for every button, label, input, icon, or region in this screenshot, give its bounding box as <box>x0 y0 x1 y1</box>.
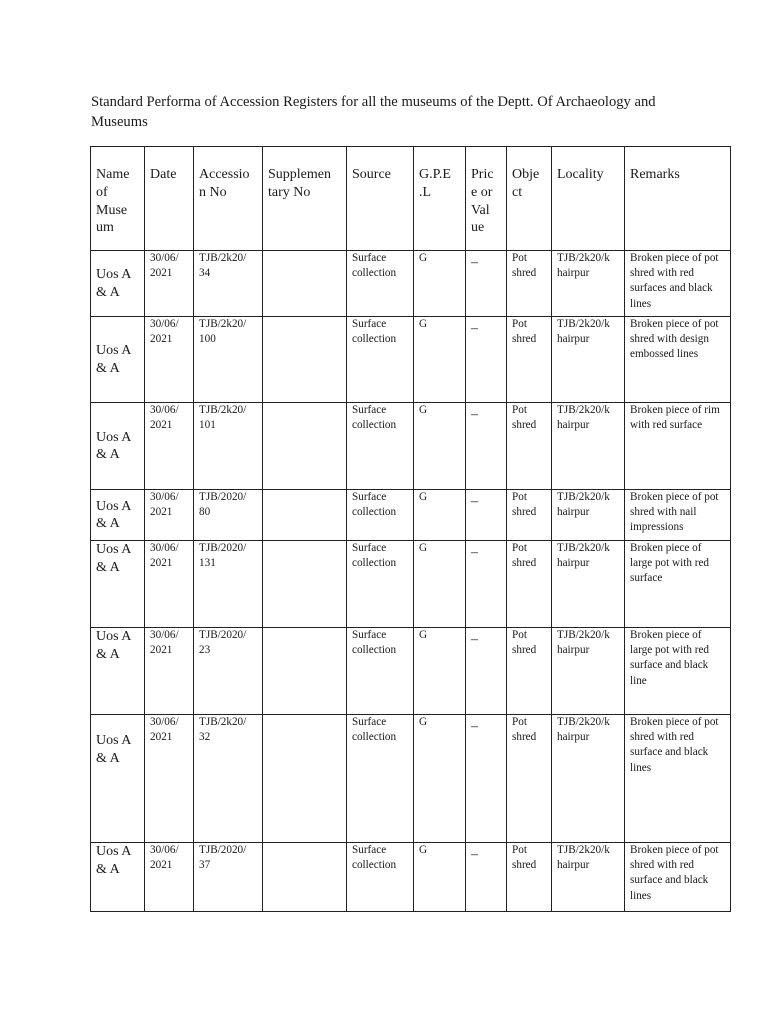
header-accession-no: Accessio n No <box>194 147 263 251</box>
cell-museum: Uos A & A <box>91 403 145 490</box>
cell-date: 30/06/ 2021 <box>145 715 194 843</box>
cell-source: Surface collection <box>347 403 414 490</box>
cell-object: Pot shred <box>507 541 552 628</box>
table-row <box>91 403 731 490</box>
table-row <box>91 317 731 403</box>
cell-date: 30/06/ 2021 <box>145 490 194 541</box>
table-row <box>91 490 731 541</box>
cell-price: – <box>466 843 507 912</box>
cell-accession-no: TJB/2k20/ 34 <box>194 251 263 317</box>
cell-museum: Uos A & A <box>91 251 145 317</box>
cell-remarks: Broken piece of pot shred with red surface and black lines <box>625 715 731 843</box>
header-date: Date <box>145 147 194 251</box>
cell-accession-no: TJB/2020/ 131 <box>194 541 263 628</box>
table-row <box>91 715 731 843</box>
cell-locality: TJB/2k20/k hairpur <box>552 251 625 317</box>
cell-locality: TJB/2k20/k hairpur <box>552 843 625 912</box>
header-name-of-museum: Name of Muse um <box>91 147 145 251</box>
cell-gpel: G <box>414 490 466 541</box>
cell-remarks: Broken piece of rim with red surface <box>625 403 731 490</box>
cell-price: – <box>466 403 507 490</box>
cell-date: 30/06/ 2021 <box>145 403 194 490</box>
cell-supplementary-no <box>263 541 347 628</box>
cell-price: – <box>466 490 507 541</box>
cell-remarks: Broken piece of large pot with red surface and black line <box>625 628 731 715</box>
cell-accession-no: TJB/2020/ 23 <box>194 628 263 715</box>
cell-object: Pot shred <box>507 317 552 403</box>
cell-gpel: G <box>414 403 466 490</box>
cell-gpel: G <box>414 251 466 317</box>
cell-object: Pot shred <box>507 843 552 912</box>
table-row <box>91 541 731 628</box>
cell-price: – <box>466 317 507 403</box>
cell-museum: Uos A & A <box>91 628 145 715</box>
header-remarks: Remarks <box>625 147 731 251</box>
cell-source: Surface collection <box>347 541 414 628</box>
header-row <box>91 147 731 251</box>
cell-locality: TJB/2k20/k hairpur <box>552 317 625 403</box>
cell-gpel: G <box>414 541 466 628</box>
cell-accession-no: TJB/2k20/ 101 <box>194 403 263 490</box>
cell-object: Pot shred <box>507 403 552 490</box>
document-heading: Standard Performa of Accession Registers for all the museums of the Deptt. Of Archaeology and Museums <box>91 94 656 130</box>
cell-price: – <box>466 628 507 715</box>
cell-locality: TJB/2k20/k hairpur <box>552 715 625 843</box>
cell-date: 30/06/ 2021 <box>145 628 194 715</box>
cell-gpel: G <box>414 715 466 843</box>
cell-price: – <box>466 251 507 317</box>
cell-accession-no: TJB/2k20/ 100 <box>194 317 263 403</box>
cell-object: Pot shred <box>507 251 552 317</box>
cell-museum: Uos A & A <box>91 541 145 628</box>
cell-supplementary-no <box>263 317 347 403</box>
cell-date: 30/06/ 2021 <box>145 843 194 912</box>
header-object: Obje ct <box>507 147 552 251</box>
table-row <box>91 251 731 317</box>
cell-locality: TJB/2k20/k hairpur <box>552 403 625 490</box>
cell-accession-no: TJB/2020/ 37 <box>194 843 263 912</box>
cell-gpel: G <box>414 843 466 912</box>
table-row <box>91 843 731 912</box>
cell-museum: Uos A & A <box>91 715 145 843</box>
cell-date: 30/06/ 2021 <box>145 251 194 317</box>
cell-remarks: Broken piece of pot shred with nail impressions <box>625 490 731 541</box>
cell-supplementary-no <box>263 403 347 490</box>
cell-gpel: G <box>414 628 466 715</box>
cell-accession-no: TJB/2k20/ 32 <box>194 715 263 843</box>
header-price-or-value: Pric e or Val ue <box>466 147 507 251</box>
cell-source: Surface collection <box>347 490 414 541</box>
cell-source: Surface collection <box>347 715 414 843</box>
cell-supplementary-no <box>263 628 347 715</box>
header-supplementary-no: Supplemen tary No <box>263 147 347 251</box>
cell-remarks: Broken piece of large pot with red surface <box>625 541 731 628</box>
cell-remarks: Broken piece of pot shred with red surface and black lines <box>625 843 731 912</box>
cell-locality: TJB/2k20/k hairpur <box>552 628 625 715</box>
cell-date: 30/06/ 2021 <box>145 541 194 628</box>
header-gpel: G.P.E .L <box>414 147 466 251</box>
cell-remarks: Broken piece of pot shred with design embossed lines <box>625 317 731 403</box>
cell-date: 30/06/ 2021 <box>145 317 194 403</box>
cell-supplementary-no <box>263 843 347 912</box>
cell-museum: Uos A & A <box>91 317 145 403</box>
cell-accession-no: TJB/2020/ 80 <box>194 490 263 541</box>
table-body <box>91 251 731 912</box>
cell-object: Pot shred <box>507 715 552 843</box>
cell-locality: TJB/2k20/k hairpur <box>552 541 625 628</box>
cell-source: Surface collection <box>347 317 414 403</box>
cell-object: Pot shred <box>507 490 552 541</box>
cell-gpel: G <box>414 317 466 403</box>
cell-locality: TJB/2k20/k hairpur <box>552 490 625 541</box>
cell-supplementary-no <box>263 490 347 541</box>
cell-source: Surface collection <box>347 843 414 912</box>
cell-price: – <box>466 541 507 628</box>
cell-source: Surface collection <box>347 628 414 715</box>
cell-object: Pot shred <box>507 628 552 715</box>
cell-price: – <box>466 715 507 843</box>
cell-remarks: Broken piece of pot shred with red surfaces and black lines <box>625 251 731 317</box>
accession-register-table <box>90 146 731 912</box>
header-source: Source <box>347 147 414 251</box>
table-row <box>91 628 731 715</box>
cell-supplementary-no <box>263 251 347 317</box>
cell-museum: Uos A & A <box>91 490 145 541</box>
header-locality: Locality <box>552 147 625 251</box>
cell-supplementary-no <box>263 715 347 843</box>
cell-source: Surface collection <box>347 251 414 317</box>
table-header <box>91 147 731 251</box>
cell-museum: Uos A & A <box>91 843 145 912</box>
